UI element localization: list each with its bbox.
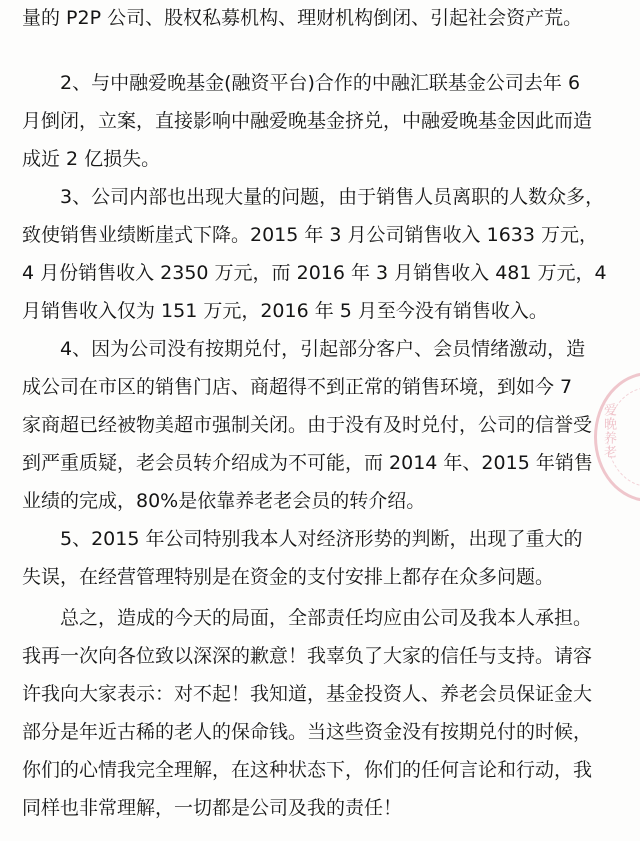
text-line: 成近 2 亿损失。: [22, 148, 161, 170]
text-line: 家商超已经被物美超市强制关闭。由于没有及时兑付，公司的信誉受: [22, 414, 593, 436]
text-line: 到严重质疑，老会员转介绍成为不可能，而 2014 年、2015 年销售: [22, 452, 593, 474]
text-line: 许我向大家表示：对不起！我知道，基金投资人、养老会员保证金大: [22, 683, 593, 705]
text-line: 量的 P2P 公司、股权私募机构、理财机构倒闭、引起社会资产荒。: [22, 7, 583, 29]
text-line: 4、因为公司没有按期兑付，引起部分客户、会员情绪激动，造: [60, 338, 586, 360]
stamp-text: 爱晚养老: [601, 403, 616, 459]
text-line: 我再一次向各位致以深深的歉意！我辜负了大家的信任与支持。请容: [22, 645, 593, 667]
text-line: 致使销售业绩断崖式下降。2015 年 3 月公司销售收入 1633 万元，: [22, 224, 598, 246]
text-line: 3、公司内部也出现大量的问题，由于销售人员离职的人数众多，: [60, 186, 605, 208]
text-line: 月倒闭，立案，直接影响中融爱晚基金挤兑，中融爱晚基金因此而造: [22, 110, 593, 132]
text-line: 同样也非常理解，一切都是公司及我的责任！: [22, 797, 403, 819]
text-line: 总之，造成的今天的局面，全部责任均应由公司及我本人承担。: [60, 607, 593, 629]
text-line: 2、与中融爱晚基金(融资平台)合作的中融汇联基金公司去年 6: [60, 72, 581, 94]
text-line: 5、2015 年公司特别我本人对经济形势的判断，出现了重大的: [60, 528, 583, 550]
text-line: 部分是年近古稀的老人的保命钱。当这些资金没有按期兑付的时候，: [22, 721, 593, 743]
text-line: 4 月份销售收入 2350 万元，而 2016 年 3 月销售收入 481 万元，4: [22, 262, 607, 284]
text-line: 成公司在市区的销售门店、商超得不到正常的销售环境，到如今 7: [22, 376, 573, 398]
text-line: 月销售收入仅为 151 万元，2016 年 5 月至今没有销售收入。: [22, 300, 548, 322]
text-line: 业绩的完成，80%是依靠养老老会员的转介绍。: [22, 490, 426, 512]
text-line: 你们的心情我完全理解，在这种状态下，你们的任何言论和行动，我: [22, 759, 593, 781]
text-line: 失误，在经营管理特别是在资金的支付安排上都存在众多问题。: [22, 566, 555, 588]
